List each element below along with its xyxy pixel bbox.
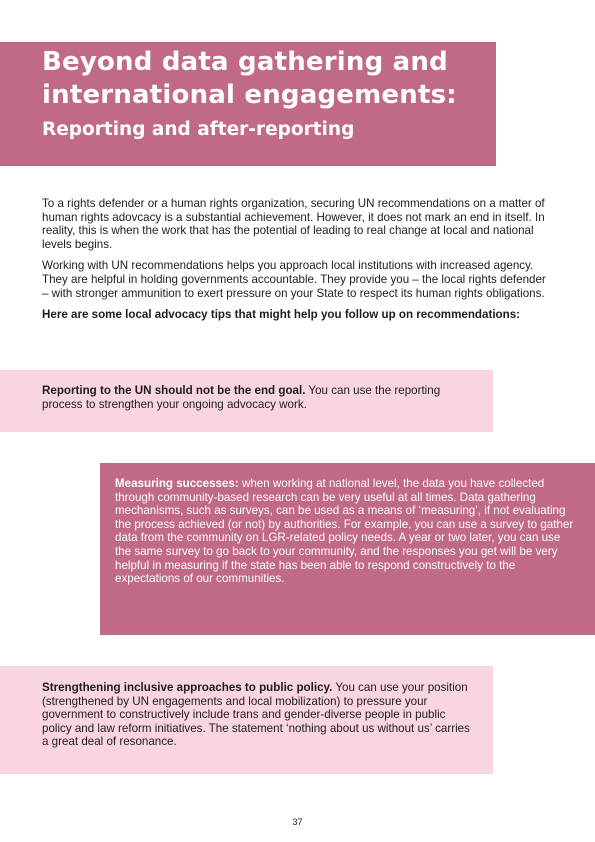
intro-section [42, 197, 552, 330]
tip-box-reporting [0, 370, 493, 432]
tip-lead: Reporting to the UN should not be the end goal. [42, 384, 306, 397]
page-number: 37 [292, 817, 303, 827]
intro-paragraph-3: Here are some local advocacy tips that might help you follow up on recommendations: [42, 308, 521, 322]
page-title-line-2: international engagements: [42, 80, 457, 110]
tip-text: when working at national level, the data you have collected through community-based research can be very useful at all times. Data gathering mechanisms, such as surveys, can be used as a means of ‘measuring’, if not evaluating the process achieved (or not) by authorities. For example, you can use a survey to gather data from the community on LGR-related policy needs. A year or two later, you can use the same survey to go back to your community, and the responses you get will be very helpful in measuring if the state has been able to respond constructively to the expectations of our communities. [115, 477, 574, 586]
tip-lead: Measuring successes: [115, 477, 239, 490]
tip-box-inclusive [0, 666, 493, 774]
tip-lead: Strengthening inclusive approaches to public policy. [42, 681, 333, 694]
tip-text: You can use your position (strengthened by UN engagements and local mobilization) to pressure your government to constructively include trans and gender-diverse people in public policy and law reform initiatives. The statement ‘nothing about us without us’ carries a great deal of resonance. [42, 681, 470, 749]
page-title-line-1: Beyond data gathering and [42, 47, 448, 77]
intro-paragraph-2: Working with UN recommendations helps you approach local institutions with increased agency. They are helpful in holding governments accountable. They provide you – the local rights defender – with stronger ammunition to exert pressure on your State to respect its human rights obligations. [42, 259, 546, 300]
tip-text: You can use the reporting process to strengthen your ongoing advocacy work. [42, 384, 441, 411]
page-subtitle: Reporting and after-reporting [42, 119, 355, 140]
header-banner [0, 42, 496, 166]
tip-box-measuring [100, 463, 595, 635]
intro-paragraph-1: To a rights defender or a human rights organization, securing UN recommendations on a matter of human rights adovcacy is a substantial achievement. However, it does not mark an end in itself. In reality, this is when the work that has the potential of leading to real change at local and national levels begins. [42, 197, 545, 251]
